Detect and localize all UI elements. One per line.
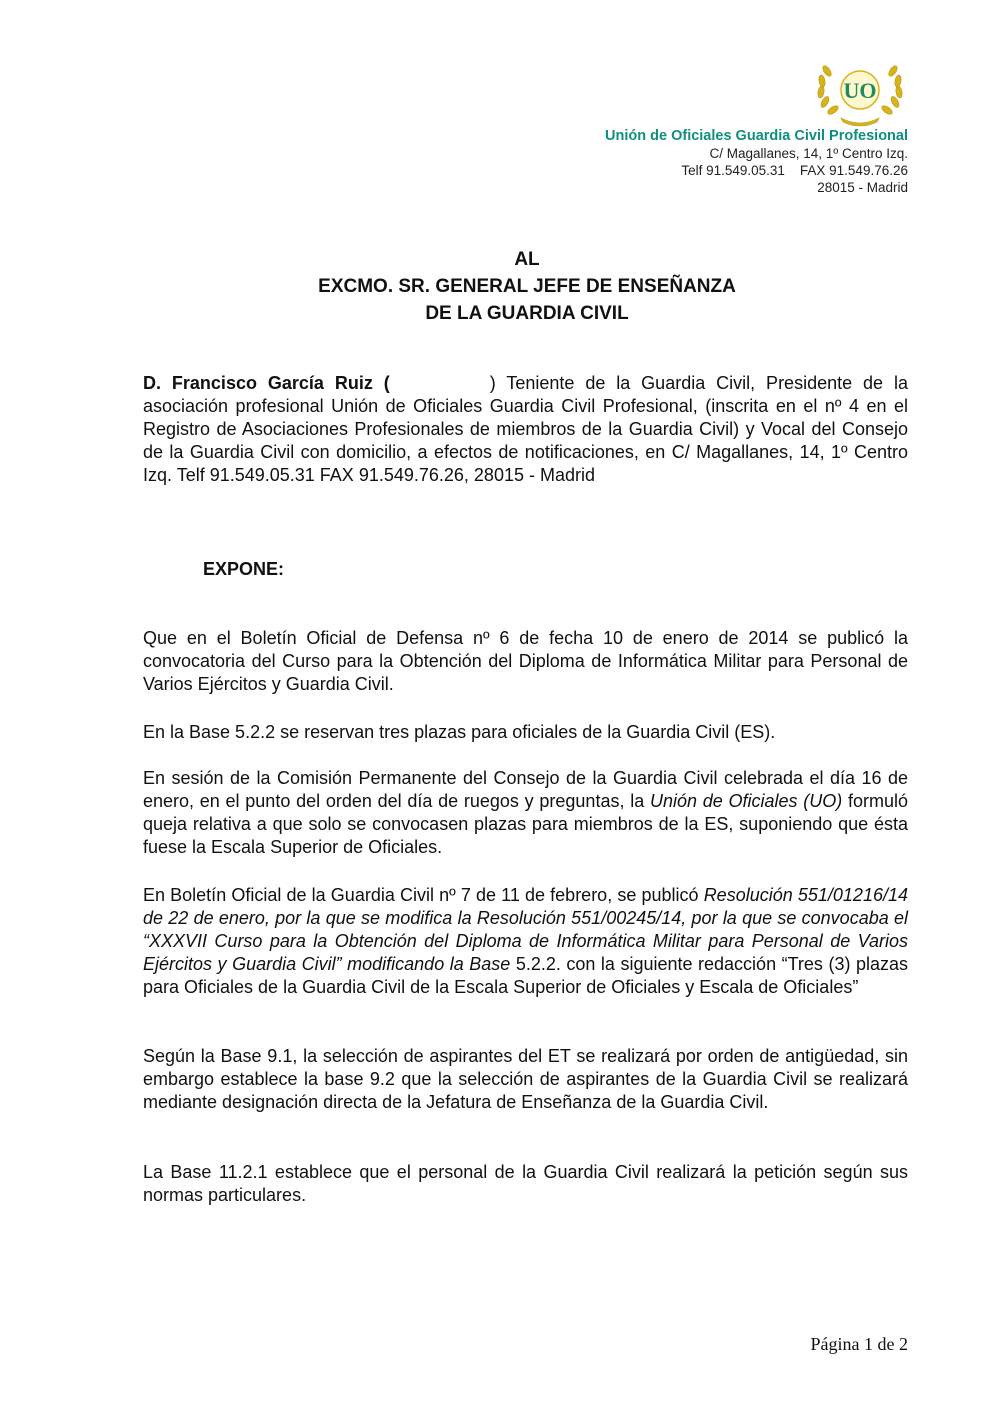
- paragraph-4-text-c: 5.2.2. con la siguiente redacción “Tres (3) plazas para Oficiales de la Guardia Civil de la Escala Superior de Oficiales y Escala de Oficiales”: [143, 954, 909, 997]
- paragraph-5: [143, 1045, 908, 1114]
- paragraph-3-text-a: En sesión de la Comisión Permanente del Consejo de la Guardia Civil celebrada el día 16 de enero, en el punto del orden del día de ruegos y preguntas, la: [143, 768, 908, 811]
- sender-name: D. Francisco García Ruiz (: [143, 373, 390, 393]
- paragraph-1-text: Que en el Boletín Oficial de Defensa nº 6 de fecha 10 de enero de 2014 se publicó la convocatoria del Curso para la Obtención del Diploma de Informática Militar para Personal de Varios Ejércitos y Guardia Civil.: [143, 628, 908, 694]
- addressee-line-1: AL: [514, 249, 540, 270]
- intro-paragraph: [143, 372, 908, 487]
- addressee-block: [0, 246, 1000, 327]
- intro-text: ) Teniente de la Guardia Civil, Presidente de la asociación profesional Unión de Oficiales Guardia Civil Profesional, (inscrita en el nº 4 en el Registro de Asociaciones Profesionales de miembros de la Guardia Civil) y Vocal del Consejo de la Guardia Civil con domicilio, a efectos de notificaciones, en C/ Magallanes, 14, 1º Centro Izq. Telf 91.549.05.31 FAX 91.549.76.26, 28015 - Madrid: [143, 373, 908, 485]
- paragraph-2-text: En la Base 5.2.2 se reservan tres plazas para oficiales de la Guardia Civil (ES).: [143, 722, 776, 742]
- addressee-line-2: EXCMO. SR. GENERAL JEFE DE ENSEÑANZA: [318, 276, 736, 297]
- organization-city: 28015 - Madrid: [817, 180, 908, 195]
- organization-address: C/ Magallanes, 14, 1º Centro Izq.: [709, 146, 908, 161]
- svg-text:UO: UO: [843, 78, 877, 103]
- paragraph-3: [143, 767, 908, 859]
- paragraph-3-text-c: formuló queja relativa a que solo se convocasen plazas para miembros de la ES, suponiendo que ésta fuese la Escala Superior de Oficiales.: [143, 791, 908, 857]
- organization-phone-fax: Telf 91.549.05.31 FAX 91.549.76.26: [681, 163, 908, 178]
- paragraph-1: [143, 627, 908, 696]
- paragraph-6-text: La Base 11.2.1 establece que el personal de la Guardia Civil realizará la petición según sus normas particulares.: [143, 1162, 908, 1205]
- paragraph-4: [143, 884, 908, 999]
- paragraph-6: [143, 1161, 908, 1207]
- letterhead: [605, 128, 908, 196]
- addressee-line-3: DE LA GUARDIA CIVIL: [425, 303, 629, 324]
- page-number: Página 1 de 2: [810, 1334, 908, 1354]
- paragraph-2: [143, 721, 908, 744]
- organization-logo: [811, 58, 909, 128]
- paragraph-3-italic: Unión de Oficiales (UO): [649, 791, 843, 811]
- paragraph-4-italic: Resolución 551/01216/14 de 22 de enero, por la que se modifica la Resolución 551/00245/14, por la que se convocaba el “XXXVII Curso para la Obtención del Diploma de Informática Militar para Personal de Varios Ejércitos y Guardia Civil” modificando la Base: [143, 885, 908, 974]
- expone-heading: EXPONE:: [203, 559, 285, 579]
- paragraph-5-text: Según la Base 9.1, la selección de aspirantes del ET se realizará por orden de antigüedad, sin embargo establece la base 9.2 que la selección de aspirantes de la Guardia Civil se realizará mediante designación directa de la Jefatura de Enseñanza de la Guardia Civil.: [143, 1046, 908, 1112]
- organization-name: Unión de Oficiales Guardia Civil Profesional: [605, 128, 908, 144]
- paragraph-4-text-a: En Boletín Oficial de la Guardia Civil nº 7 de 11 de febrero, se publicó: [143, 885, 704, 905]
